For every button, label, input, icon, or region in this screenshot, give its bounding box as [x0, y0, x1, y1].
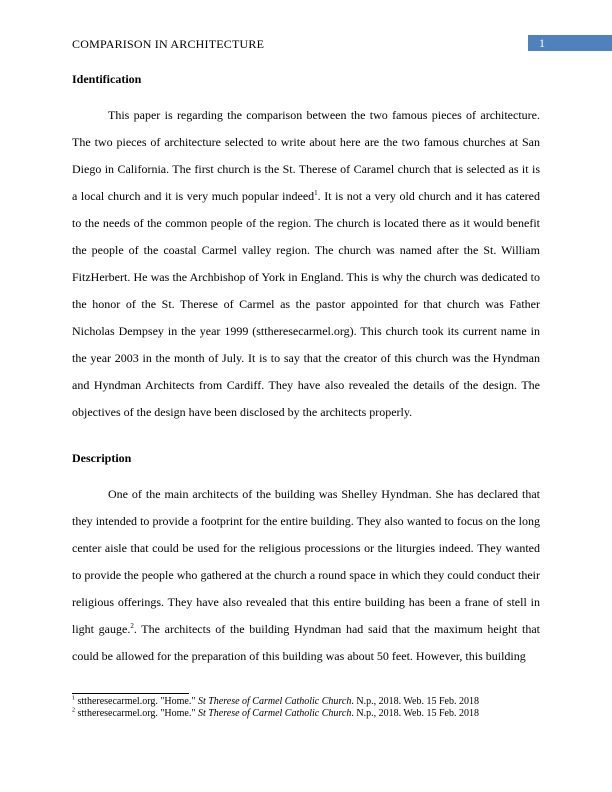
- footnote-ref-2[interactable]: 2: [130, 622, 134, 630]
- header-title: COMPARISON IN ARCHITECTURE: [72, 37, 265, 51]
- footnote-2: $^2$ sttheresecarmel.org. "Home." St Therese of Carmel Catholic Church. N.p., 2018. Web. 15 Feb. 2018: [72, 707, 479, 719]
- footnote-ref-1[interactable]: 1: [314, 189, 318, 197]
- footnote-separator: [72, 693, 189, 694]
- section-heading-description: Description: [72, 451, 132, 465]
- paragraph-description: One of the main architects of the building was Shelley Hyndman. She has declared that they intended to provide a footprint for the entire building. They also wanted to focus on the long center aisle that could be used for the religious processions or the liturgies indeed. They wanted to provide the people who gathered at the church a round space in which they could conduct their religious offerings. They have also revealed that this entire building has been a frane of stell in light gauge.$^2$. The architects of the building Hyndman had said that the maximum height that could be allowed for the preparation of this building was about 50 feet. However, this building: [72, 487, 541, 663]
- section-heading-identification: Identification: [72, 72, 142, 86]
- page-number: 1: [539, 36, 545, 50]
- page-number-badge: [528, 35, 612, 51]
- paragraph-identification: This paper is regarding the comparison between the two famous pieces of architecture. The two pieces of architecture selected to write about here are the two famous churches at San Diego in California. The first church is the St. Therese of Caramel church that is selected as it is a local church and it is very much popular indeed$^1$. It is not a very old church and it has catered to the needs of the common people of the region. The church is located there as it would benefit the people of the coastal Carmel valley region. The church was named after the St. William FitzHerbert. He was the Archbishop of York in England. This is why the church was dedicated to the honor of the St. Therese of Carmel as the pastor appointed for that church was Father Nicholas Dempsey in the year 1999 (sttheresecarmel.org). This church took its current name in the year 2003 in the month of July. It is to say that the creator of this church was the Hyndman and Hyndman Architects from Cardiff. They have also revealed the details of the design. The objectives of the design have been disclosed by the architects properly.: [72, 108, 540, 419]
- footnote-1: $^1$ sttheresecarmel.org. "Home." St Therese of Carmel Catholic Church. N.p., 2018. Web. 15 Feb. 2018: [72, 695, 479, 707]
